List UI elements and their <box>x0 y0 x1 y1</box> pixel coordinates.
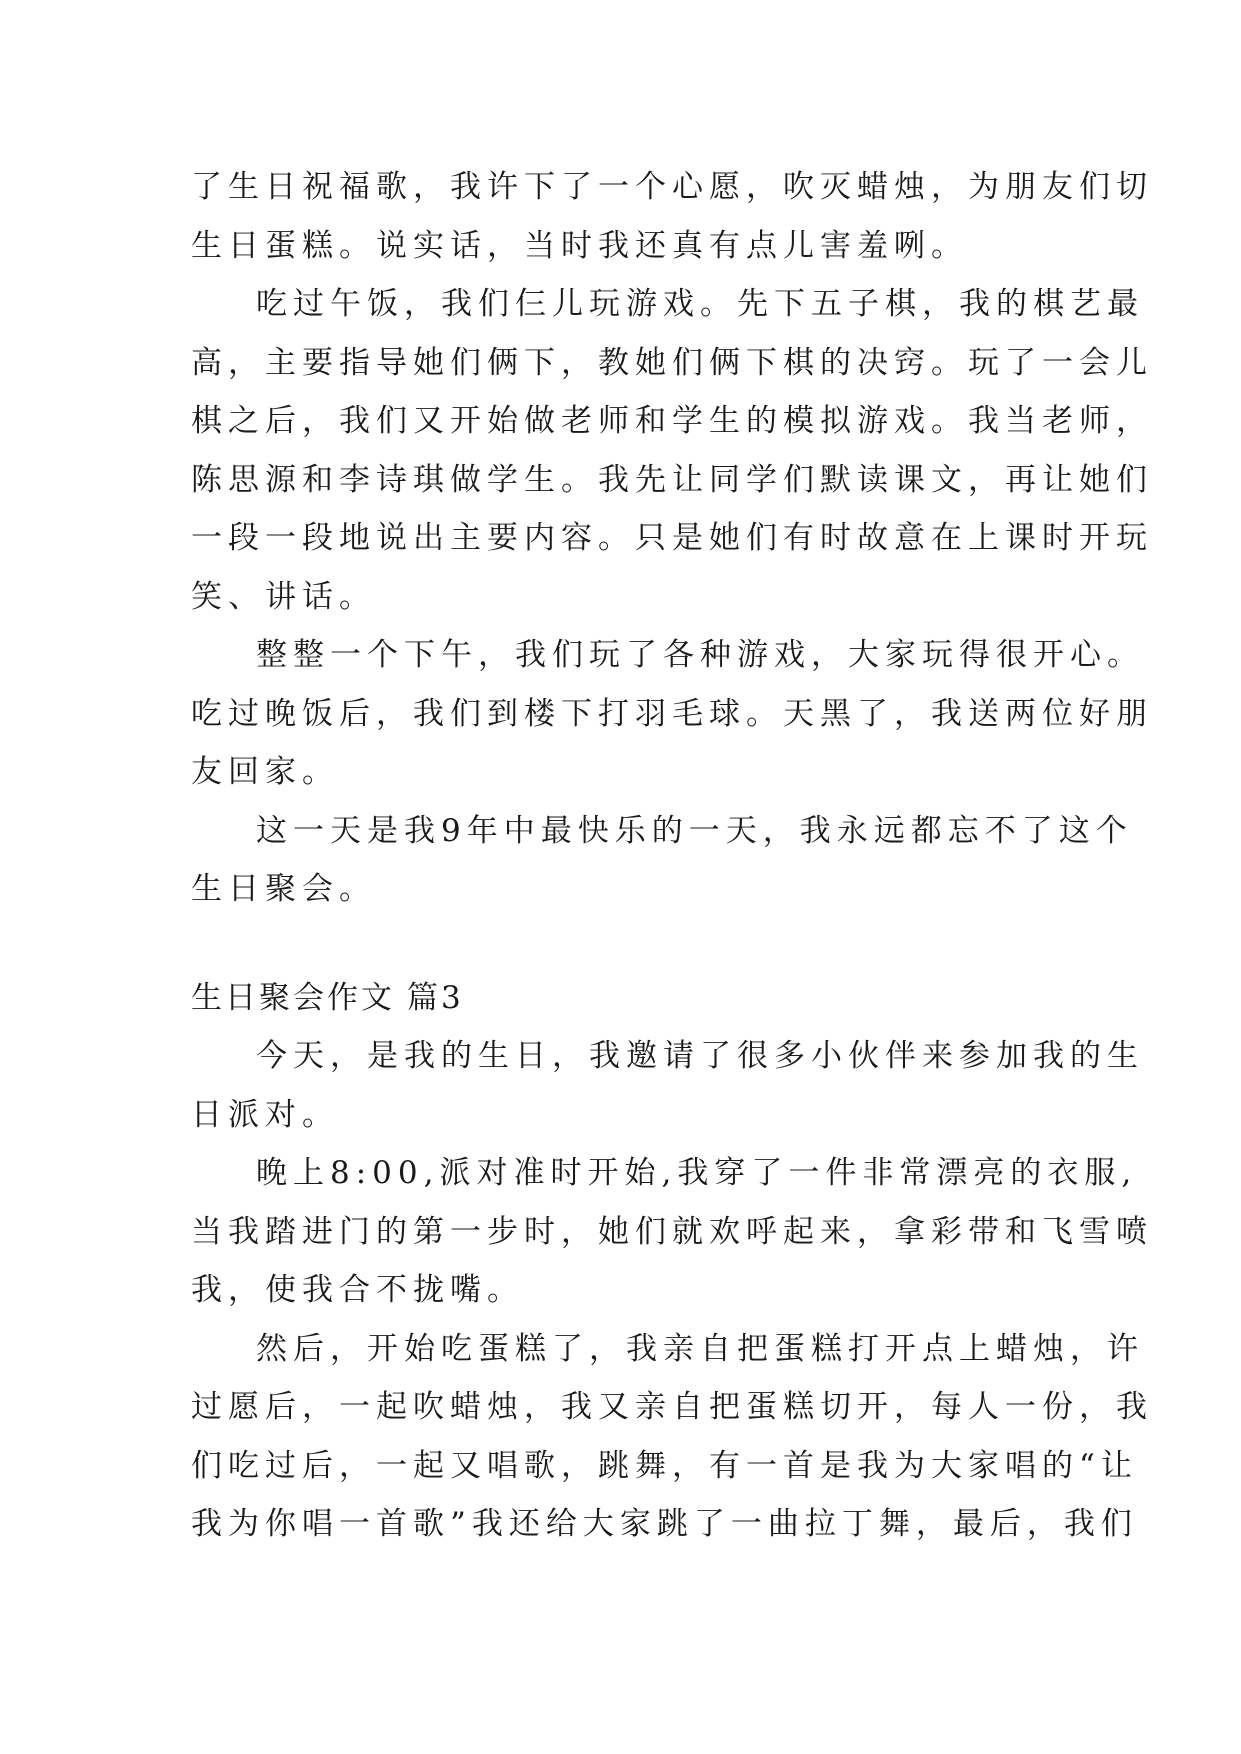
text-line: 们吃过后，一起又唱歌，跳舞，有一首是我为大家唱的“让 <box>191 1447 1138 1484</box>
text-line: 高，主要指导她们俩下，教她们俩下棋的决窍。玩了一会儿 <box>191 344 1153 381</box>
text-line: 友回家。 <box>191 754 339 790</box>
text-line: 今天，是我的生日，我邀请了很多小伙伴来参加我的生 <box>256 1038 1144 1074</box>
text-line: 日派对。 <box>191 1096 339 1133</box>
text-line: 过愿后，一起吹蜡烛，我又亲自把蛋糕切开，每人一份，我 <box>191 1389 1153 1425</box>
text-line: 生日蛋糕。说实话，当时我还真有点儿害羞咧。 <box>191 227 968 264</box>
paragraph-cake <box>191 1320 1153 1554</box>
text-line: 然后，开始吃蛋糕了，我亲自把蛋糕打开点上蜡烛，许 <box>256 1330 1144 1367</box>
text-line: 我为你唱一首歌”我还给大家跳了一曲拉丁舞，最后，我们 <box>191 1506 1138 1542</box>
paragraph-birthday-song <box>191 158 1153 275</box>
text-line: 笑、讲话。 <box>191 578 376 615</box>
text-line: 当我踏进门的第一步时，她们就欢呼起来，拿彩带和飞雪喷 <box>191 1213 1153 1250</box>
text-line: 吃过午饭，我们仨儿玩游戏。先下五子棋，我的棋艺最 <box>256 286 1144 322</box>
text-line: 陈思源和李诗琪做学生。我先让同学们默读课文，再让她们 <box>191 461 1153 498</box>
text-line: 一段一段地说出主要内容。只是她们有时故意在上课时开玩 <box>191 520 1153 556</box>
paragraph-invitation <box>191 1027 1144 1144</box>
paragraph-party-start <box>191 1144 1153 1320</box>
paragraph-games <box>191 275 1153 626</box>
text-line: 我，使我合不拢嘴。 <box>191 1272 524 1308</box>
text-line: 吃过晚饭后，我们到楼下打羽毛球。天黑了，我送两位好朋 <box>191 695 1153 732</box>
document-body <box>191 158 1153 1554</box>
section-heading-number: 篇3 <box>407 979 464 1016</box>
section-heading <box>191 969 1051 1028</box>
text-line: 生日聚会。 <box>191 871 376 907</box>
text-line: 整整一个下午，我们玩了各种游戏，大家玩得很开心。 <box>256 637 1144 673</box>
text-line: 了生日祝福歌，我许下了一个心愿，吹灭蜡烛，为朋友们切 <box>191 169 1153 205</box>
paragraph-conclusion <box>191 802 1133 919</box>
section-heading-title: 生日聚会作文 <box>191 979 395 1016</box>
text-line: 棋之后，我们又开始做老师和学生的模拟游戏。我当老师， <box>191 403 1153 439</box>
text-line: 晚上8:00,派对准时开始,我穿了一件非常漂亮的衣服, <box>256 1155 1138 1191</box>
paragraph-afternoon <box>191 626 1153 802</box>
text-line: 这一天是我9年中最快乐的一天，我永远都忘不了这个 <box>256 812 1133 849</box>
